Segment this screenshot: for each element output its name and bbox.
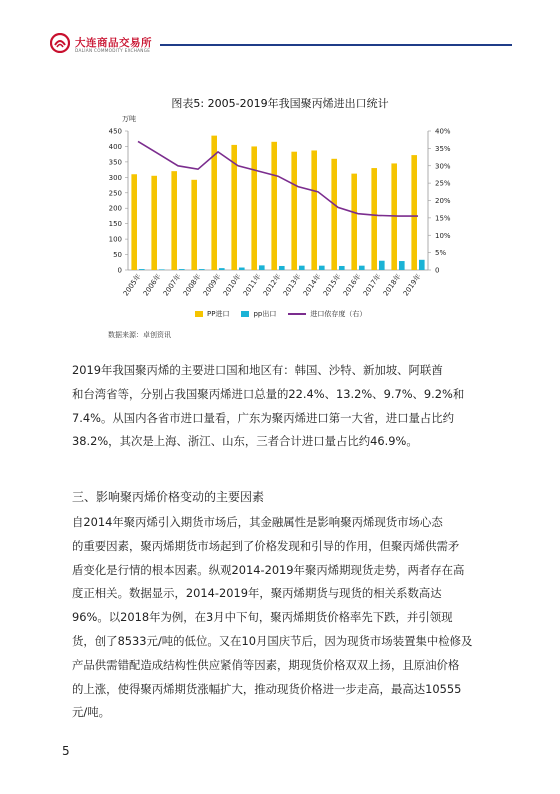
figure-unit: 万吨: [122, 115, 136, 123]
bar-export: [159, 269, 165, 270]
y-right-tick-label: 25%: [435, 179, 451, 188]
y-left-tick-label: 300: [108, 173, 122, 182]
bar-import: [291, 152, 297, 270]
para1-line: 和台湾省等，分别占我国聚丙烯进口总量的22.4%、13.2%、9.7%、9.2%和: [72, 386, 465, 401]
legend-label-import: PP进口: [207, 310, 230, 318]
x-tick-label: 2009年: [201, 272, 223, 298]
section-heading: 三、影响聚丙烯价格变动的主要因素: [72, 490, 265, 504]
y-left-tick-label: 250: [108, 189, 122, 198]
import-export-chart: [0, 0, 560, 360]
paragraph-price-factors: [72, 511, 492, 725]
para2-line: 的上涨，使得聚丙烯期货涨幅扩大，推动现货价格进一步走高，最高达10555: [72, 681, 462, 696]
bar-import: [191, 180, 197, 270]
y-right-tick-label: 0: [435, 266, 440, 275]
bar-export: [299, 266, 305, 270]
x-tick-label: 2011年: [241, 272, 263, 298]
bar-export: [379, 261, 385, 270]
x-tick-label: 2007年: [161, 272, 183, 298]
x-tick-label: 2017年: [361, 272, 383, 298]
bar-import: [311, 150, 317, 270]
y-left-tick-label: 450: [108, 127, 122, 136]
bar-import: [271, 142, 277, 270]
bar-export: [139, 269, 145, 270]
x-tick-label: 2014年: [301, 272, 323, 298]
x-tick-label: 2018年: [381, 272, 403, 298]
bar-import: [411, 155, 417, 270]
legend-swatch-import: [195, 311, 203, 317]
legend-swatch-dependency: [288, 313, 306, 315]
para2-line: 元/吨。: [72, 705, 111, 720]
y-right-tick-label: 20%: [435, 197, 451, 205]
org-name-cn: 大连商品交易所: [75, 37, 152, 49]
y-left-tick-label: 100: [108, 235, 122, 244]
legend-item-export: [241, 309, 276, 319]
x-tick-label: 2010年: [221, 272, 243, 298]
legend-label-dependency: 进口依存度（右）: [310, 310, 367, 318]
x-tick-label: 2016年: [341, 272, 363, 298]
bar-import: [331, 159, 337, 270]
bar-import: [151, 176, 157, 270]
y-right-tick-label: 35%: [435, 144, 451, 153]
legend-item-import: [195, 309, 229, 319]
org-name-en: DALIAN COMMODITY EXCHANGE: [75, 48, 151, 53]
bar-import: [131, 174, 137, 270]
bar-export: [199, 269, 205, 270]
legend-item-dependency: [288, 309, 366, 319]
bar-export: [339, 266, 345, 270]
y-right-tick-label: 40%: [435, 127, 451, 136]
chart-legend: [195, 309, 366, 319]
x-tick-label: 2012年: [261, 272, 283, 298]
y-left-tick-label: 150: [108, 220, 122, 229]
bar-export: [259, 265, 265, 270]
bar-import: [171, 171, 177, 270]
para1-line: 38.2%，其次是上海、浙江、山东，三者合计进口量占比约46.9%。: [72, 434, 418, 449]
bar-export: [399, 261, 405, 270]
bar-export: [239, 268, 245, 270]
para2-line: 货，创了8533元/吨的低位。又在10月国庆节后，因为现货市场装置集中检修及: [72, 633, 473, 648]
x-tick-label: 2019年: [401, 272, 423, 298]
para2-line: 盾变化是行情的根本因素。纵观2014-2019年聚丙烯期现货走势，两者存在高: [72, 562, 465, 577]
x-tick-label: 2015年: [321, 272, 343, 298]
bar-import: [371, 168, 377, 270]
para1-line: 2019年我国聚丙烯的主要进口国和地区有：韩国、沙特、新加坡、阿联酋: [72, 363, 443, 377]
y-right-tick-label: 30%: [435, 162, 451, 171]
figure-title: 图表5: 2005-2019年我国聚丙烯进出口统计: [171, 97, 389, 110]
bar-import: [351, 174, 357, 270]
para1-line: 7.4%。从国内各省市进口量看，广东为聚丙烯进口第一大省，进口量占比约: [72, 410, 455, 425]
bar-export: [279, 266, 285, 270]
x-tick-label: 2005年: [121, 272, 143, 298]
y-left-tick-label: 50: [113, 251, 122, 260]
bar-export: [319, 266, 325, 270]
para2-line: 度正相关。数据显示，2014-2019年，聚丙烯期货与现货的相关系数高达: [72, 586, 442, 601]
bar-export: [179, 269, 185, 270]
paragraph-import-sources: [72, 359, 492, 454]
x-tick-label: 2013年: [281, 272, 303, 298]
y-left-tick-label: 350: [108, 158, 122, 167]
y-left-tick-label: 400: [108, 142, 122, 151]
page-number: 5: [62, 744, 70, 758]
para2-line: 自2014年聚丙烯引入期货市场后，其金融属性是影响聚丙烯现货市场心态: [72, 515, 443, 529]
legend-swatch-export: [241, 311, 249, 317]
bar-export: [359, 266, 365, 270]
bar-import: [251, 146, 257, 270]
figure-source: 数据来源：卓创资讯: [108, 331, 171, 339]
y-left-tick-label: 200: [108, 204, 122, 213]
x-tick-label: 2008年: [181, 272, 203, 298]
para2-line: 的重要因素，聚丙烯期货市场起到了价格发现和引导的作用，但聚丙烯供需矛: [72, 538, 460, 553]
bar-export: [219, 268, 225, 270]
legend-label-export: pp出口: [253, 310, 277, 318]
bar-export: [419, 260, 425, 270]
x-tick-label: 2006年: [141, 272, 163, 298]
y-right-tick-label: 10%: [435, 231, 451, 240]
para2-line: 产品供需错配造成结构性供应紧俏等因素，期现货价格双双上扬，且原油价格: [72, 657, 460, 672]
para2-line: 96%。以2018年为例，在3月中下旬，聚丙烯期货价格率先下跌，并引领现: [72, 610, 453, 625]
y-right-tick-label: 15%: [435, 214, 451, 223]
y-left-tick-label: 0: [117, 266, 122, 275]
y-right-tick-label: 5%: [435, 249, 447, 258]
